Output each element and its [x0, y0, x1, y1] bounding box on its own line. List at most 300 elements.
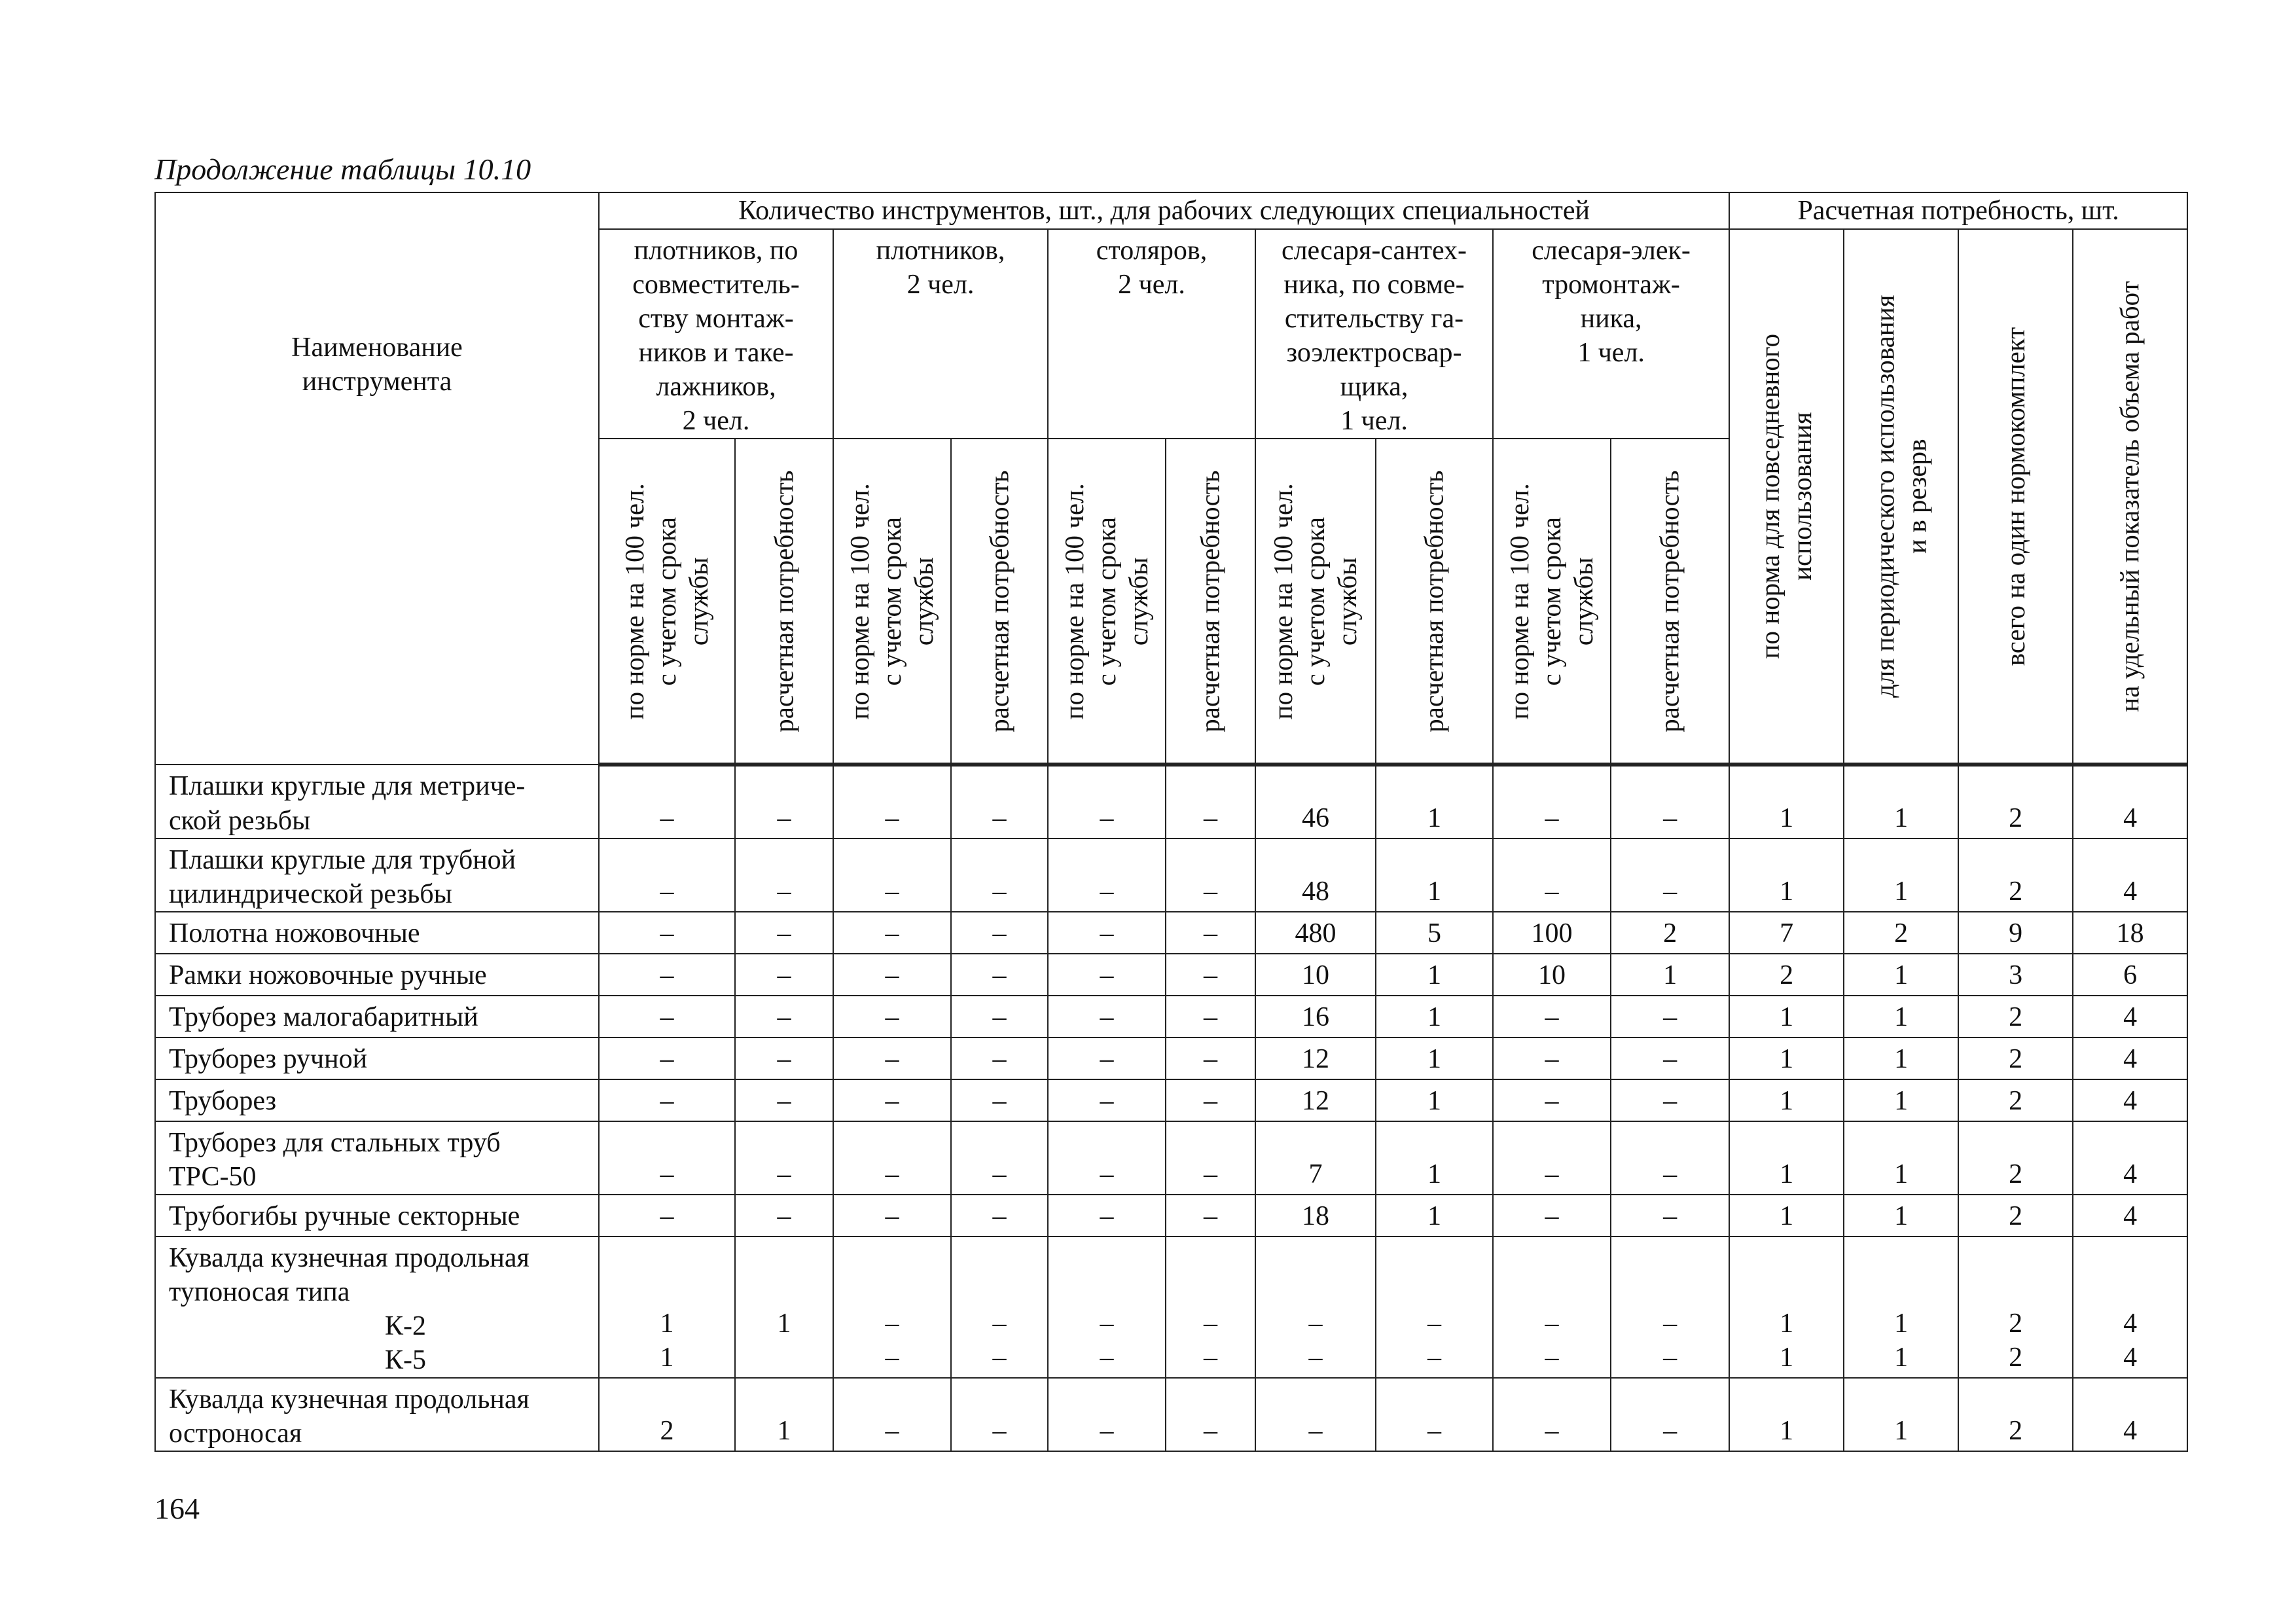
- table-row: [155, 912, 2187, 954]
- cell-value: 1: [1780, 1343, 1794, 1373]
- specialty-header-line: 2 чел.: [1118, 270, 1185, 300]
- value-cell: [1493, 1038, 1611, 1079]
- cell-value: –: [1204, 1085, 1217, 1116]
- cell-value: –: [1663, 1159, 1677, 1189]
- cell-value: –: [992, 1001, 1007, 1032]
- instrument-table: [154, 192, 2188, 1452]
- value-cell: [2073, 996, 2187, 1038]
- cell-value: 4: [2123, 1001, 2138, 1032]
- value-cell: [599, 765, 735, 838]
- cell-value: –: [1545, 1043, 1559, 1074]
- cell-value: –: [1545, 1308, 1559, 1339]
- cell-value: –: [1308, 1308, 1323, 1339]
- value-cell: [2073, 1378, 2187, 1451]
- value-cell: [1048, 765, 1166, 838]
- specialty-header: [833, 229, 1048, 439]
- cell-value: –: [660, 918, 674, 948]
- cell-value: –: [1100, 1343, 1114, 1373]
- value-cell: [1958, 996, 2073, 1038]
- value-cell: [1166, 1121, 1255, 1195]
- value-cell: [1729, 1236, 1844, 1378]
- value-cell: [1166, 839, 1255, 912]
- cell-value: 7: [1308, 1159, 1323, 1189]
- value-cell: [1958, 839, 2073, 912]
- instrument-name: [155, 1378, 599, 1451]
- value-cell: [1611, 839, 1729, 912]
- cell-value: 1: [1894, 1308, 1909, 1339]
- cell-value: –: [1100, 1085, 1114, 1116]
- cell-value: 2: [2009, 1001, 2023, 1032]
- value-cell: [1611, 1121, 1729, 1195]
- cell-value: –: [1100, 1308, 1114, 1339]
- cell-value: 1: [1427, 1001, 1441, 1032]
- value-cell: [599, 839, 735, 912]
- specialty-header-line: совместитель-: [632, 270, 800, 300]
- cell-value: 12: [1302, 1085, 1329, 1116]
- instrument-name-line: остроносая: [169, 1418, 302, 1449]
- value-cell: [1493, 1195, 1611, 1236]
- value-cell: [1729, 765, 1844, 838]
- value-cell: [1729, 1195, 1844, 1236]
- value-cell: [1958, 1121, 2073, 1195]
- cell-value: –: [1545, 1085, 1559, 1116]
- value-cell: [735, 765, 833, 838]
- value-cell: [599, 1038, 735, 1079]
- specialty-header-line: тромонтаж-: [1542, 270, 1680, 300]
- cell-value: –: [992, 1308, 1007, 1339]
- value-cell: [1958, 1236, 2073, 1378]
- cell-value: –: [1204, 876, 1217, 907]
- value-cell: [735, 954, 833, 996]
- cell-value: –: [1204, 1343, 1217, 1373]
- cell-value: 1: [1427, 1043, 1441, 1074]
- specialty-header-line: ника, по совме-: [1283, 270, 1465, 300]
- cell-value: 1: [1894, 1085, 1909, 1116]
- instrument-name-line: Труборез: [169, 1085, 277, 1116]
- value-cell: [951, 912, 1048, 954]
- value-cell: [1611, 1378, 1729, 1451]
- cell-value: –: [660, 803, 674, 833]
- value-cell: [1255, 996, 1376, 1038]
- specialty-header-line: 1 чел.: [1340, 406, 1408, 437]
- value-cell: [1611, 954, 1729, 996]
- need-column-header-text: всего на один нормокомплект: [2000, 327, 2031, 666]
- value-cell: [1255, 912, 1376, 954]
- value-cell: [1844, 839, 1958, 912]
- value-cell: [1048, 1195, 1166, 1236]
- cell-value: 4: [2123, 1343, 2138, 1373]
- instrument-name-line: Труборез ручной: [169, 1043, 368, 1074]
- cell-value: –: [1427, 1416, 1441, 1447]
- cell-value: –: [1663, 1001, 1677, 1032]
- cell-value: –: [1663, 1043, 1677, 1074]
- value-cell: [1048, 1121, 1166, 1195]
- calc-subheader: [1166, 439, 1255, 765]
- name-column-header-text: Наименование инструмента: [291, 333, 463, 397]
- need-column-header: [1844, 229, 1958, 765]
- need-column-header-text: на удельный показатель объема работ: [2115, 281, 2145, 712]
- table-row: [155, 1378, 2187, 1451]
- page-number: 164: [154, 1492, 200, 1525]
- cell-value: –: [1204, 803, 1217, 833]
- value-cell: [2073, 1038, 2187, 1079]
- value-cell: [1255, 765, 1376, 838]
- cell-value: 1: [777, 1308, 791, 1339]
- cell-value: –: [777, 1001, 791, 1032]
- value-cell: [1166, 996, 1255, 1038]
- cell-value: –: [777, 1043, 791, 1074]
- specialty-header-line: ству монтаж-: [638, 304, 794, 334]
- value-cell: [1376, 765, 1493, 838]
- cell-value: –: [660, 960, 674, 990]
- value-cell: [735, 1079, 833, 1121]
- cell-value: –: [885, 1001, 899, 1032]
- cell-value: –: [885, 876, 899, 907]
- calc-subheader-text: расчетная потребность: [1194, 470, 1225, 732]
- cell-value: –: [992, 1343, 1007, 1373]
- value-cell: [1255, 954, 1376, 996]
- specialty-header-line: слесаря-элек-: [1532, 236, 1691, 266]
- cell-value: 1: [777, 1416, 791, 1447]
- value-cell: [2073, 1236, 2187, 1378]
- cell-value: –: [885, 1085, 899, 1116]
- cell-value: –: [992, 960, 1007, 990]
- instrument-name-line: Труборез для стальных труб: [169, 1127, 501, 1158]
- cell-value: –: [992, 1159, 1007, 1189]
- instrument-name: [155, 912, 599, 954]
- specialty-header-line: щика,: [1340, 372, 1408, 403]
- cell-value: –: [660, 876, 674, 907]
- instrument-name-line: Рамки ножовочные ручные: [169, 960, 487, 990]
- specialty-header-line: плотников, по: [634, 236, 798, 266]
- specialty-header-line: зоэлектросвар-: [1286, 338, 1462, 369]
- group-header-need: Расчетная потребность, шт.: [1729, 192, 2187, 229]
- value-cell: [951, 1038, 1048, 1079]
- calc-subheader: [951, 439, 1048, 765]
- value-cell: [951, 839, 1048, 912]
- cell-value: –: [1663, 1085, 1677, 1116]
- instrument-name-line: цилиндрической резьбы: [169, 878, 452, 909]
- instrument-name: [155, 1079, 599, 1121]
- cell-value: –: [660, 1043, 674, 1074]
- cell-value: –: [1663, 803, 1677, 833]
- value-cell: [951, 996, 1048, 1038]
- cell-value: –: [992, 918, 1007, 948]
- cell-value: –: [885, 918, 899, 948]
- value-cell: [599, 1236, 735, 1378]
- norm-subheader-text: по норме на 100 чел. с учетом срока службы: [1268, 482, 1363, 720]
- value-cell: [1048, 1378, 1166, 1451]
- value-cell: [1255, 1236, 1376, 1378]
- cell-value: –: [885, 1200, 899, 1231]
- cell-value: 46: [1302, 803, 1329, 833]
- cell-value: –: [1308, 1416, 1323, 1447]
- cell-value: 1: [660, 1308, 674, 1339]
- cell-value: 1: [1780, 1159, 1794, 1189]
- value-cell: [833, 839, 951, 912]
- calc-subheader-text: расчетная потребность: [1654, 470, 1685, 732]
- value-cell: [1958, 765, 2073, 838]
- table-row: [155, 1121, 2187, 1195]
- cell-value: 4: [2123, 1200, 2138, 1231]
- cell-value: –: [777, 1200, 791, 1231]
- cell-value: 2: [2009, 876, 2023, 907]
- cell-value: 18: [1302, 1200, 1329, 1231]
- value-cell: [1729, 1378, 1844, 1451]
- value-cell: [1493, 765, 1611, 838]
- value-cell: [1166, 1038, 1255, 1079]
- calc-subheader: [1376, 439, 1493, 765]
- value-cell: [1729, 996, 1844, 1038]
- cell-value: –: [992, 876, 1007, 907]
- value-cell: [1376, 1038, 1493, 1079]
- cell-value: 1: [1780, 1308, 1794, 1339]
- norm-subheader-text: по норме на 100 чел. с учетом срока службы: [844, 482, 939, 720]
- cell-value: –: [1204, 960, 1217, 990]
- value-cell: [1611, 1236, 1729, 1378]
- cell-value: 2: [2009, 1159, 2023, 1189]
- cell-value: 1: [1427, 1085, 1441, 1116]
- value-cell: [951, 1121, 1048, 1195]
- cell-value: –: [1100, 1200, 1114, 1231]
- instrument-name-line: Кувалда кузнечная продольная: [169, 1242, 529, 1273]
- value-cell: [1844, 1079, 1958, 1121]
- value-cell: [1376, 1236, 1493, 1378]
- cell-value: 1: [1894, 1159, 1909, 1189]
- value-cell: [1048, 996, 1166, 1038]
- cell-value: –: [1545, 1001, 1559, 1032]
- cell-value: 2: [2009, 1343, 2023, 1373]
- specialty-header-line: ника,: [1580, 304, 1642, 334]
- cell-value: –: [1663, 1416, 1677, 1447]
- value-cell: [1255, 1378, 1376, 1451]
- cell-value: 2: [2009, 1085, 2023, 1116]
- cell-value: –: [660, 1200, 674, 1231]
- cell-value: 1: [1780, 1001, 1794, 1032]
- value-cell: [1844, 1378, 1958, 1451]
- value-cell: [735, 1195, 833, 1236]
- cell-value: –: [1545, 1343, 1559, 1373]
- cell-value: 6: [2123, 960, 2138, 990]
- cell-value: 2: [2009, 803, 2023, 833]
- cell-value: 1: [1427, 876, 1441, 907]
- value-cell: [599, 1121, 735, 1195]
- value-cell: [1493, 1236, 1611, 1378]
- value-cell: [735, 1378, 833, 1451]
- value-cell: [1166, 1236, 1255, 1378]
- specialty-header-line: столяров,: [1096, 236, 1208, 266]
- instrument-name: [155, 954, 599, 996]
- norm-subheader-text: по норме на 100 чел. с учетом срока службы: [619, 482, 714, 720]
- instrument-name: [155, 839, 599, 912]
- need-column-header-text: для периодического использования и в резерв: [1869, 295, 1932, 698]
- value-cell: [735, 1236, 833, 1378]
- cell-value: 12: [1302, 1043, 1329, 1074]
- cell-value: 4: [2123, 1043, 2138, 1074]
- value-cell: [1376, 1121, 1493, 1195]
- value-cell: [1611, 1079, 1729, 1121]
- value-cell: [599, 996, 735, 1038]
- cell-value: –: [1204, 1159, 1217, 1189]
- value-cell: [1166, 1195, 1255, 1236]
- value-cell: [1255, 1079, 1376, 1121]
- value-cell: [1048, 954, 1166, 996]
- value-cell: [951, 1378, 1048, 1451]
- value-cell: [735, 1121, 833, 1195]
- cell-value: –: [1100, 918, 1114, 948]
- cell-value: –: [1308, 1343, 1323, 1373]
- calc-subheader: [735, 439, 833, 765]
- cell-value: –: [1204, 1416, 1217, 1447]
- value-cell: [1729, 1079, 1844, 1121]
- value-cell: [951, 1236, 1048, 1378]
- cell-value: 1: [1780, 876, 1794, 907]
- specialty-header: [1255, 229, 1493, 439]
- value-cell: [1166, 954, 1255, 996]
- value-cell: [599, 1378, 735, 1451]
- value-cell: [1048, 1236, 1166, 1378]
- cell-value: –: [1100, 1001, 1114, 1032]
- cell-value: –: [1427, 1308, 1441, 1339]
- value-cell: [1493, 839, 1611, 912]
- cell-value: 4: [2123, 876, 2138, 907]
- cell-value: –: [1204, 1200, 1217, 1231]
- norm-subheader: [1493, 439, 1611, 765]
- cell-value: –: [1204, 1001, 1217, 1032]
- specialty-header-line: 1 чел.: [1577, 338, 1645, 369]
- cell-value: –: [1545, 1200, 1559, 1231]
- table-row: [155, 839, 2187, 912]
- group-header-quantity: Количество инструментов, шт., для рабочих следующих специальностей: [599, 192, 1729, 229]
- calc-subheader: [1611, 439, 1729, 765]
- value-cell: [599, 912, 735, 954]
- cell-value: –: [1663, 1200, 1677, 1231]
- cell-value: 2: [2009, 1308, 2023, 1339]
- cell-value: 1: [1894, 1200, 1909, 1231]
- calc-subheader-text: расчетная потребность: [768, 470, 799, 732]
- cell-value: –: [660, 1159, 674, 1189]
- value-cell: [1844, 1121, 1958, 1195]
- value-cell: [951, 1079, 1048, 1121]
- cell-value: –: [992, 1043, 1007, 1074]
- value-cell: [599, 1195, 735, 1236]
- value-cell: [1048, 912, 1166, 954]
- cell-value: –: [1545, 803, 1559, 833]
- cell-value: 1: [1780, 803, 1794, 833]
- table-row: [155, 1038, 2187, 1079]
- cell-value: –: [1100, 876, 1114, 907]
- value-cell: [1958, 1079, 2073, 1121]
- name-column-header: [155, 192, 599, 765]
- specialty-header: [599, 229, 833, 439]
- value-cell: [1844, 912, 1958, 954]
- value-cell: [735, 912, 833, 954]
- cell-value: –: [660, 1085, 674, 1116]
- norm-subheader: [1255, 439, 1376, 765]
- value-cell: [1376, 912, 1493, 954]
- cell-value: –: [777, 918, 791, 948]
- cell-value: 1: [1427, 1159, 1441, 1189]
- value-cell: [1166, 1378, 1255, 1451]
- table-row: [155, 996, 2187, 1038]
- value-cell: [1493, 912, 1611, 954]
- specialty-header: [1048, 229, 1255, 439]
- cell-value: –: [777, 960, 791, 990]
- cell-value: 4: [2123, 1159, 2138, 1189]
- value-cell: [1376, 954, 1493, 996]
- cell-value: 1: [1894, 803, 1909, 833]
- value-cell: [1844, 954, 1958, 996]
- norm-subheader-text: по норме на 100 чел. с учетом срока службы: [1504, 482, 1599, 720]
- calc-subheader-text: расчетная потребность: [984, 470, 1014, 732]
- value-cell: [1729, 1121, 1844, 1195]
- cell-value: –: [885, 1416, 899, 1447]
- instrument-name-line: ской резьбы: [169, 805, 311, 836]
- value-cell: [1048, 1079, 1166, 1121]
- table-row: [155, 1195, 2187, 1236]
- cell-value: 2: [1894, 918, 1909, 948]
- value-cell: [1958, 1378, 2073, 1451]
- value-cell: [833, 1378, 951, 1451]
- cell-value: 16: [1302, 1001, 1329, 1032]
- value-cell: [599, 1079, 735, 1121]
- cell-value: 1: [1780, 1085, 1794, 1116]
- calc-subheader-text: расчетная потребность: [1418, 470, 1449, 732]
- value-cell: [1166, 912, 1255, 954]
- value-cell: [833, 1079, 951, 1121]
- need-column-header-text: по норма для повседневного использования: [1755, 333, 1818, 659]
- cell-value: –: [1100, 1416, 1114, 1447]
- instrument-name-line: Труборез малогабаритный: [169, 1001, 478, 1032]
- cell-value: 4: [2123, 803, 2138, 833]
- cell-value: 1: [1894, 1416, 1909, 1447]
- instrument-name: [155, 1195, 599, 1236]
- cell-value: 1: [1427, 803, 1441, 833]
- instrument-name: [155, 1236, 599, 1378]
- value-cell: [1844, 996, 1958, 1038]
- norm-subheader: [599, 439, 735, 765]
- cell-value: –: [992, 1085, 1007, 1116]
- cell-value: 1: [1427, 1200, 1441, 1231]
- value-cell: [1376, 1378, 1493, 1451]
- cell-value: 4: [2123, 1308, 2138, 1339]
- cell-value: 18: [2116, 918, 2144, 948]
- cell-value: 10: [1538, 960, 1566, 990]
- cell-value: 7: [1780, 918, 1794, 948]
- value-cell: [1376, 1079, 1493, 1121]
- value-cell: [1376, 1195, 1493, 1236]
- cell-value: –: [1204, 918, 1217, 948]
- cell-value: –: [1427, 1343, 1441, 1373]
- value-cell: [833, 912, 951, 954]
- instrument-name-line: Полотна ножовочные: [169, 918, 420, 948]
- cell-value: 2: [2009, 1416, 2023, 1447]
- value-cell: [2073, 954, 2187, 996]
- instrument-name: [155, 1038, 599, 1079]
- cell-value: 1: [1780, 1416, 1794, 1447]
- norm-subheader-text: по норме на 100 чел. с учетом срока службы: [1059, 482, 1154, 720]
- value-cell: [1048, 1038, 1166, 1079]
- cell-value: –: [1663, 1308, 1677, 1339]
- norm-subheader: [1048, 439, 1166, 765]
- cell-value: –: [777, 876, 791, 907]
- instrument-name-line: Трубогибы ручные секторные: [169, 1200, 520, 1231]
- header-row-groups: [155, 192, 2187, 229]
- cell-value: [736, 1341, 833, 1375]
- value-cell: [1611, 1195, 1729, 1236]
- specialty-header-line: 2 чел.: [682, 406, 750, 437]
- value-cell: [1048, 839, 1166, 912]
